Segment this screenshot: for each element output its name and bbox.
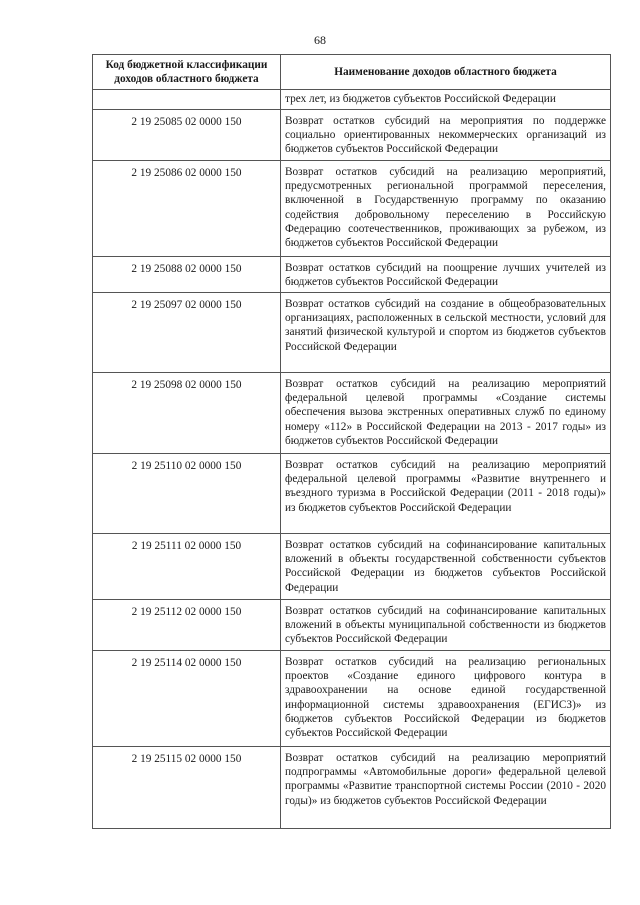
row-code: 2 19 25112 02 0000 150 — [93, 600, 281, 651]
row-name: Возврат остатков субсидий на реализацию региональных проектов «Создание единого цифрового контура в здравоохранении на основе единой государственной информационной системы здравоохранения (ЕГИСЗ)» из бюджетов субъектов Российской Федерации из бюджетов субъектов Российской Федерации — [281, 651, 611, 747]
row-code: 2 19 25098 02 0000 150 — [93, 373, 281, 454]
row-code: 2 19 25115 02 0000 150 — [93, 747, 281, 829]
table-row — [93, 257, 611, 293]
row-code: 2 19 25111 02 0000 150 — [93, 534, 281, 600]
row-code: 2 19 25114 02 0000 150 — [93, 651, 281, 747]
row-code: 2 19 25086 02 0000 150 — [93, 161, 281, 257]
row-code: 2 19 25085 02 0000 150 — [93, 110, 281, 161]
row-code — [93, 90, 281, 110]
row-name: Возврат остатков субсидий на реализацию мероприятий, предусмотренных региональной программой переселения, включенной в Государственную программу по оказанию содействия добровольному переселению в Российскую Федерацию соотечественников, проживающих за рубежом, из бюджетов субъектов Российской Федерации — [281, 161, 611, 257]
table-row — [93, 161, 611, 257]
table-row — [93, 534, 611, 600]
table-header-row — [93, 55, 611, 90]
table-row — [93, 651, 611, 747]
row-name: Возврат остатков субсидий на реализацию мероприятий федеральной целевой программы «Создание системы обеспечения вызова экстренных оперативных служб по единому номеру «112» в Российской Федерации на 2013 - 2017 годы» из бюджетов субъектов Российской Федерации — [281, 373, 611, 454]
row-code: 2 19 25088 02 0000 150 — [93, 257, 281, 293]
row-name: Возврат остатков субсидий на софинансирование капитальных вложений в объекты государственной собственности субъектов Российской Федерации из бюджетов субъектов Российской Федерации — [281, 534, 611, 600]
table-row — [93, 293, 611, 373]
row-name: Возврат остатков субсидий на реализацию мероприятий подпрограммы «Автомобильные дороги» федеральной целевой программы «Развитие транспортной системы России (2010 - 2020 годы)» из бюджетов субъектов Российской Федерации — [281, 747, 611, 829]
row-name: Возврат остатков субсидий на реализацию мероприятий федеральной целевой программы «Развитие внутреннего и въездного туризма в Российской Федерации (2011 - 2018 годы)» из бюджетов субъектов Российской Федерации — [281, 454, 611, 534]
table-row — [93, 90, 611, 110]
row-name: Возврат остатков субсидий на поощрение лучших учителей из бюджетов субъектов Российской Федерации — [281, 257, 611, 293]
table-row — [93, 747, 611, 829]
row-name: Возврат остатков субсидий на софинансирование капитальных вложений в объекты муниципальной собственности из бюджетов субъектов Российской Федерации — [281, 600, 611, 651]
row-name: Возврат остатков субсидий на мероприятия по поддержке социально ориентированных некоммерческих организаций из бюджетов субъектов Российской Федерации — [281, 110, 611, 161]
table-row — [93, 600, 611, 651]
budget-revenue-table — [92, 54, 611, 829]
table-row — [93, 110, 611, 161]
header-code: Код бюджетной классификации доходов областного бюджета — [93, 55, 281, 90]
page-number: 68 — [314, 33, 326, 47]
table-row — [93, 454, 611, 534]
table-row — [93, 373, 611, 454]
row-code: 2 19 25097 02 0000 150 — [93, 293, 281, 373]
row-code: 2 19 25110 02 0000 150 — [93, 454, 281, 534]
row-name: Возврат остатков субсидий на создание в общеобразовательных организациях, расположенных в сельской местности, условий для занятий физической культурой и спортом из бюджетов субъектов Российской Федерации — [281, 293, 611, 373]
row-name: трех лет, из бюджетов субъектов Российской Федерации — [281, 90, 611, 110]
header-name: Наименование доходов областного бюджета — [281, 55, 611, 90]
